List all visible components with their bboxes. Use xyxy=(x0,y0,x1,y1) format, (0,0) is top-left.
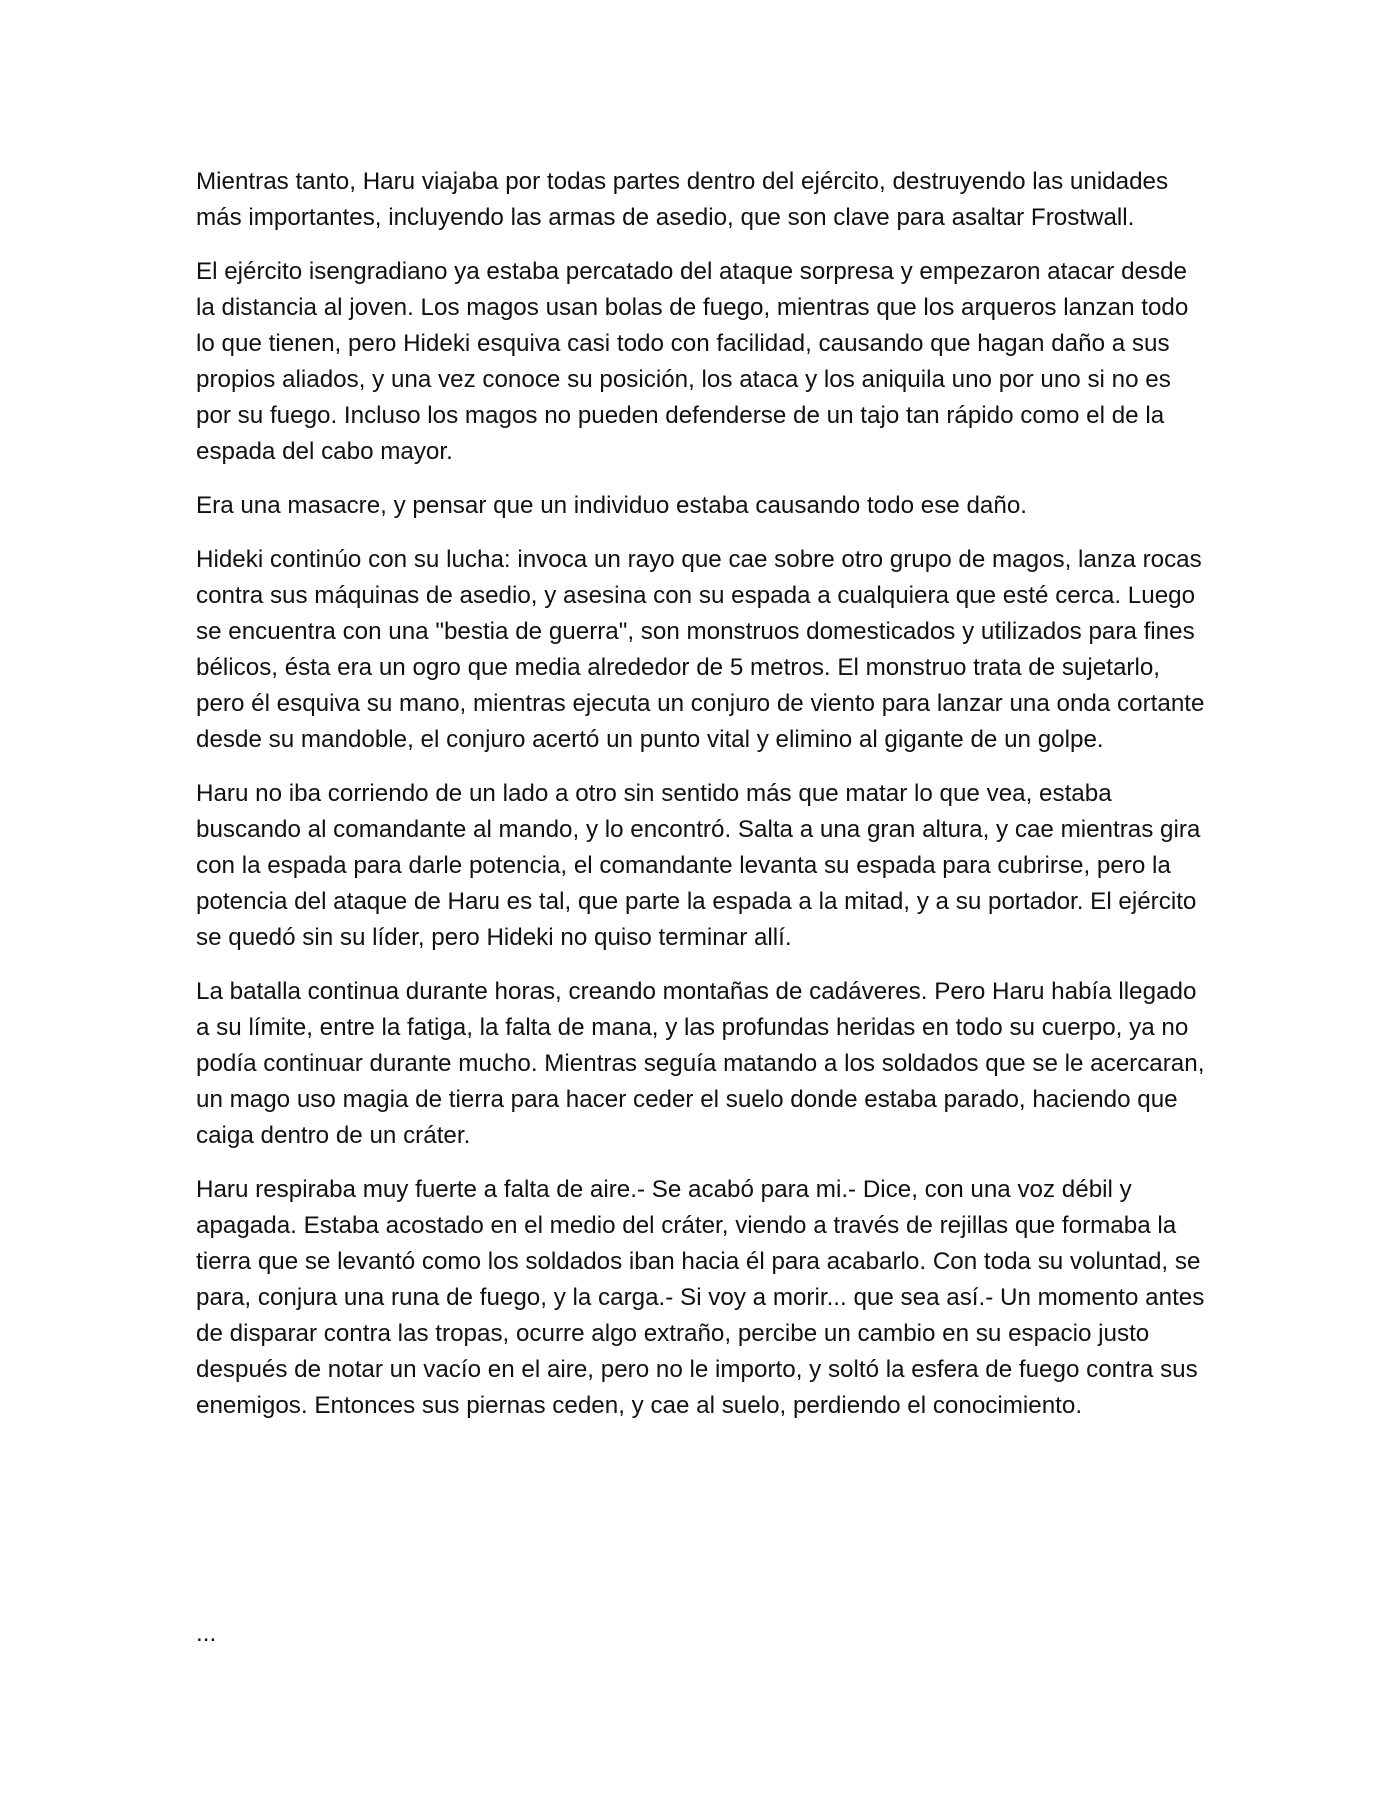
paragraph-2: El ejército isengradiano ya estaba percatado del ataque sorpresa y empezaron atacar desde la distancia al joven. Los magos usan bolas de fuego, mientras que los arqueros lanzan todo lo que tienen, pero Hideki esquiva casi todo con facilidad, causando que hagan daño a sus propios aliados, y una vez conoce su posición, los ataca y los aniquila uno por uno si no es por su fuego. Incluso los magos no pueden defenderse de un tajo tan rápido como el de la espada del cabo mayor. xyxy=(196,258,1189,465)
paragraph-7: Haru respiraba muy fuerte a falta de aire.- Se acabó para mi.- Dice, con una voz débil y apagada. Estaba acostado en el medio del cráter, viendo a través de rejillas que formaba la tierra que se levantó como los soldados iban hacia él para acabarlo. Con toda su voluntad, se para, conjura una runa de fuego, y la carga.- Si voy a morir... que sea así.- Un momento antes de disparar contra las tropas, ocurre algo extraño, percibe un cambio en su espacio justo después de notar un vacío en el aire, pero no le importo, y soltó la esfera de fuego contra sus enemigos. Entonces sus piernas ceden, y cae al suelo, perdiendo el conocimiento. xyxy=(196,1176,1205,1419)
document-body xyxy=(196,164,1208,1442)
paragraph-3: Era una masacre, y pensar que un individuo estaba causando todo ese daño. xyxy=(196,492,1028,519)
paragraph-1: Mientras tanto, Haru viajaba por todas partes dentro del ejército, destruyendo las unidades más importantes, incluyendo las armas de asedio, que son clave para asaltar Frostwall. xyxy=(196,168,1169,231)
paragraph-5: Haru no iba corriendo de un lado a otro sin sentido más que matar lo que vea, estaba buscando al comandante al mando, y lo encontró. Salta a una gran altura, y cae mientras gira con la espada para darle potencia, el comandante levanta su espada para cubrirse, pero la potencia del ataque de Haru es tal, que parte la espada a la mitad, y a su portador. El ejército se quedó sin su líder, pero Hideki no quiso terminar allí. xyxy=(196,780,1201,951)
paragraph-4: Hideki continúo con su lucha: invoca un rayo que cae sobre otro grupo de magos, lanza rocas contra sus máquinas de asedio, y asesina con su espada a cualquiera que esté cerca. Luego se encuentra con una "bestia de guerra", son monstruos domesticados y utilizados para fines bélicos, ésta era un ogro que media alrededor de 5 metros. El monstruo trata de sujetarlo, pero él esquiva su mano, mientras ejecuta un conjuro de viento para lanzar una onda cortante desde su mandoble, el conjuro acertó un punto vital y elimino al gigante de un golpe. xyxy=(196,546,1205,753)
paragraph-6: La batalla continua durante horas, creando montañas de cadáveres. Pero Haru había llegado a su límite, entre la fatiga, la falta de mana, y las profundas heridas en todo su cuerpo, ya no podía continuar durante mucho. Mientras seguía matando a los soldados que se le acercaran, un mago uso magia de tierra para hacer ceder el suelo donde estaba parado, haciendo que caiga dentro de un cráter. xyxy=(196,978,1205,1149)
scene-break-ellipsis: ... xyxy=(196,1620,217,1647)
